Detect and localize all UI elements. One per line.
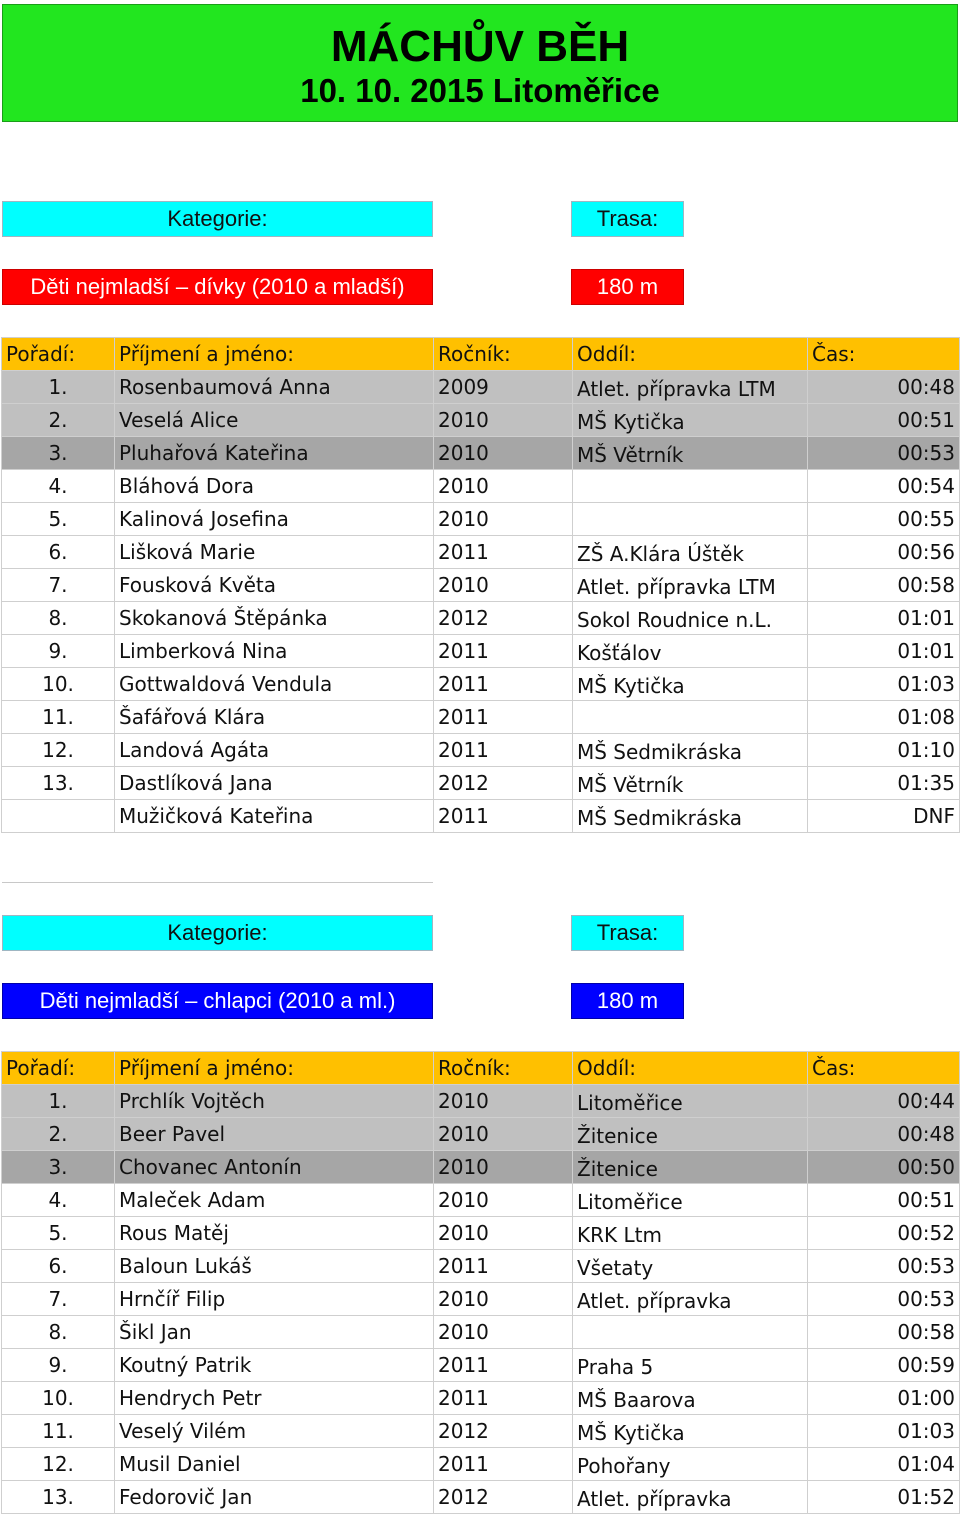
name-cell: Veselý Vilém (115, 1415, 434, 1448)
name-cell: Dastlíková Jana (115, 767, 434, 800)
place-cell: 5. (2, 503, 115, 536)
year-cell: 2012 (434, 602, 573, 635)
time-cell: 00:54 (808, 470, 960, 503)
time-cell: 01:01 (808, 635, 960, 668)
club-cell: Litoměřice (573, 1184, 808, 1217)
place-cell: 7. (2, 1283, 115, 1316)
club-cell: Atlet. přípravka LTM (573, 371, 808, 404)
table-row (2, 767, 960, 800)
year-cell: 2012 (434, 1481, 573, 1514)
club-cell: MŠ Kytička (573, 404, 808, 437)
category-label: Kategorie: (2, 915, 433, 951)
place-cell: 2. (2, 404, 115, 437)
col-time: Čas: (808, 338, 960, 371)
name-cell: Pluhařová Kateřina (115, 437, 434, 470)
club-cell: Všetaty (573, 1250, 808, 1283)
table-row (2, 668, 960, 701)
name-cell: Chovanec Antonín (115, 1151, 434, 1184)
category-value: Děti nejmladší – chlapci (2010 a ml.) (2, 983, 433, 1019)
name-cell: Limberková Nina (115, 635, 434, 668)
place-cell: 1. (2, 371, 115, 404)
table-header-row (2, 338, 960, 371)
club-cell: Žitenice (573, 1151, 808, 1184)
time-cell: 00:58 (808, 569, 960, 602)
year-cell: 2010 (434, 437, 573, 470)
route-label: Trasa: (571, 915, 684, 951)
table-row (2, 536, 960, 569)
year-cell: 2011 (434, 536, 573, 569)
club-cell: ZŠ A.Klára Úštěk (573, 536, 808, 569)
page-subtitle: 10. 10. 2015 Litoměřice (300, 72, 660, 109)
club-cell: MŠ Kytička (573, 1415, 808, 1448)
table-row (2, 734, 960, 767)
name-cell: Veselá Alice (115, 404, 434, 437)
year-cell: 2010 (434, 404, 573, 437)
time-cell: 00:59 (808, 1349, 960, 1382)
club-cell: KRK Ltm (573, 1217, 808, 1250)
club-cell (573, 701, 808, 734)
time-cell: 01:03 (808, 668, 960, 701)
club-cell (573, 503, 808, 536)
year-cell: 2009 (434, 371, 573, 404)
year-cell: 2011 (434, 1349, 573, 1382)
col-name: Příjmení a jméno: (115, 338, 434, 371)
place-cell: 9. (2, 1349, 115, 1382)
table-row (2, 800, 960, 833)
club-cell: MŠ Kytička (573, 668, 808, 701)
route-label: Trasa: (571, 201, 684, 237)
name-cell: Maleček Adam (115, 1184, 434, 1217)
time-cell: 01:03 (808, 1415, 960, 1448)
time-cell: 00:51 (808, 1184, 960, 1217)
place-cell: 12. (2, 1448, 115, 1481)
table-row (2, 437, 960, 470)
place-cell: 4. (2, 1184, 115, 1217)
club-cell: Atlet. přípravka (573, 1481, 808, 1514)
table-row (2, 635, 960, 668)
name-cell: Gottwaldová Vendula (115, 668, 434, 701)
col-year: Ročník: (434, 338, 573, 371)
place-cell: 5. (2, 1217, 115, 1250)
place-cell: 3. (2, 1151, 115, 1184)
name-cell: Fousková Květa (115, 569, 434, 602)
name-cell: Beer Pavel (115, 1118, 434, 1151)
club-cell: Pohořany (573, 1448, 808, 1481)
year-cell: 2011 (434, 668, 573, 701)
results-table-girls (1, 337, 960, 833)
time-cell: 01:01 (808, 602, 960, 635)
club-cell: Sokol Roudnice n.L. (573, 602, 808, 635)
name-cell: Landová Agáta (115, 734, 434, 767)
year-cell: 2011 (434, 1382, 573, 1415)
year-cell: 2011 (434, 1250, 573, 1283)
name-cell: Hendrych Petr (115, 1382, 434, 1415)
club-cell: Atlet. přípravka (573, 1283, 808, 1316)
name-cell: Mužičková Kateřina (115, 800, 434, 833)
year-cell: 2010 (434, 1184, 573, 1217)
time-cell: 00:55 (808, 503, 960, 536)
table-header-row (2, 1052, 960, 1085)
col-name: Příjmení a jméno: (115, 1052, 434, 1085)
table-row (2, 1151, 960, 1184)
club-cell: MŠ Větrník (573, 767, 808, 800)
name-cell: Rosenbaumová Anna (115, 371, 434, 404)
name-cell: Šafářová Klára (115, 701, 434, 734)
results-table-boys (1, 1051, 960, 1514)
club-cell: MŠ Baarova (573, 1382, 808, 1415)
name-cell: Koutný Patrik (115, 1349, 434, 1382)
club-cell: Žitenice (573, 1118, 808, 1151)
year-cell: 2011 (434, 1448, 573, 1481)
place-cell: 11. (2, 701, 115, 734)
time-cell: DNF (808, 800, 960, 833)
name-cell: Musil Daniel (115, 1448, 434, 1481)
name-cell: Baloun Lukáš (115, 1250, 434, 1283)
col-place: Pořadí: (2, 1052, 115, 1085)
place-cell: 6. (2, 1250, 115, 1283)
table-row (2, 1250, 960, 1283)
table-row (2, 371, 960, 404)
title-banner (2, 4, 958, 122)
table-row (2, 1349, 960, 1382)
time-cell: 00:44 (808, 1085, 960, 1118)
time-cell: 00:53 (808, 437, 960, 470)
table-row (2, 470, 960, 503)
table-row (2, 404, 960, 437)
club-cell: MŠ Větrník (573, 437, 808, 470)
page-title: MÁCHŮV BĚH (330, 22, 630, 71)
place-cell: 3. (2, 437, 115, 470)
table-row (2, 503, 960, 536)
results-body (2, 371, 960, 833)
name-cell: Rous Matěj (115, 1217, 434, 1250)
divider (2, 882, 433, 883)
year-cell: 2010 (434, 1283, 573, 1316)
col-club: Oddíl: (573, 1052, 808, 1085)
year-cell: 2010 (434, 1217, 573, 1250)
col-time: Čas: (808, 1052, 960, 1085)
place-cell: 1. (2, 1085, 115, 1118)
name-cell: Fedorovič Jan (115, 1481, 434, 1514)
time-cell: 01:04 (808, 1448, 960, 1481)
time-cell: 00:48 (808, 1118, 960, 1151)
year-cell: 2010 (434, 1085, 573, 1118)
place-cell: 4. (2, 470, 115, 503)
time-cell: 00:53 (808, 1283, 960, 1316)
club-cell: Litoměřice (573, 1085, 808, 1118)
table-row (2, 1316, 960, 1349)
year-cell: 2011 (434, 635, 573, 668)
place-cell: 13. (2, 767, 115, 800)
time-cell: 00:48 (808, 371, 960, 404)
place-cell: 9. (2, 635, 115, 668)
year-cell: 2011 (434, 701, 573, 734)
place-cell: 13. (2, 1481, 115, 1514)
name-cell: Šikl Jan (115, 1316, 434, 1349)
category-value: Děti nejmladší – dívky (2010 a mladší) (2, 269, 433, 305)
place-cell: 12. (2, 734, 115, 767)
time-cell: 00:50 (808, 1151, 960, 1184)
place-cell: 6. (2, 536, 115, 569)
time-cell: 00:53 (808, 1250, 960, 1283)
place-cell: 10. (2, 668, 115, 701)
year-cell: 2010 (434, 1316, 573, 1349)
year-cell: 2010 (434, 1151, 573, 1184)
col-place: Pořadí: (2, 338, 115, 371)
place-cell: 11. (2, 1415, 115, 1448)
club-cell: Atlet. přípravka LTM (573, 569, 808, 602)
club-cell: MŠ Sedmikráska (573, 734, 808, 767)
table-row (2, 1283, 960, 1316)
table-row (2, 1184, 960, 1217)
table-row (2, 1448, 960, 1481)
name-cell: Skokanová Štěpánka (115, 602, 434, 635)
table-row (2, 569, 960, 602)
place-cell: 7. (2, 569, 115, 602)
table-row (2, 1382, 960, 1415)
year-cell: 2010 (434, 503, 573, 536)
club-cell (573, 1316, 808, 1349)
year-cell: 2010 (434, 1118, 573, 1151)
place-cell: 2. (2, 1118, 115, 1151)
category-label: Kategorie: (2, 201, 433, 237)
time-cell: 00:56 (808, 536, 960, 569)
name-cell: Bláhová Dora (115, 470, 434, 503)
club-cell: Praha 5 (573, 1349, 808, 1382)
year-cell: 2010 (434, 470, 573, 503)
time-cell: 01:35 (808, 767, 960, 800)
route-value: 180 m (571, 983, 684, 1019)
table-row (2, 1118, 960, 1151)
club-cell: MŠ Sedmikráska (573, 800, 808, 833)
year-cell: 2012 (434, 767, 573, 800)
year-cell: 2011 (434, 734, 573, 767)
col-year: Ročník: (434, 1052, 573, 1085)
time-cell: 00:51 (808, 404, 960, 437)
table-row (2, 602, 960, 635)
table-row (2, 1481, 960, 1514)
results-body (2, 1085, 960, 1514)
time-cell: 01:10 (808, 734, 960, 767)
time-cell: 00:52 (808, 1217, 960, 1250)
place-cell: 8. (2, 1316, 115, 1349)
year-cell: 2012 (434, 1415, 573, 1448)
time-cell: 01:00 (808, 1382, 960, 1415)
place-cell: 10. (2, 1382, 115, 1415)
time-cell: 01:52 (808, 1481, 960, 1514)
time-cell: 01:08 (808, 701, 960, 734)
col-club: Oddíl: (573, 338, 808, 371)
route-value: 180 m (571, 269, 684, 305)
place-cell (2, 800, 115, 833)
year-cell: 2010 (434, 569, 573, 602)
year-cell: 2011 (434, 800, 573, 833)
table-row (2, 701, 960, 734)
name-cell: Kalinová Josefina (115, 503, 434, 536)
table-row (2, 1415, 960, 1448)
name-cell: Hrnčíř Filip (115, 1283, 434, 1316)
club-cell: Košťálov (573, 635, 808, 668)
club-cell (573, 470, 808, 503)
time-cell: 00:58 (808, 1316, 960, 1349)
table-row (2, 1085, 960, 1118)
name-cell: Lišková Marie (115, 536, 434, 569)
table-row (2, 1217, 960, 1250)
name-cell: Prchlík Vojtěch (115, 1085, 434, 1118)
place-cell: 8. (2, 602, 115, 635)
